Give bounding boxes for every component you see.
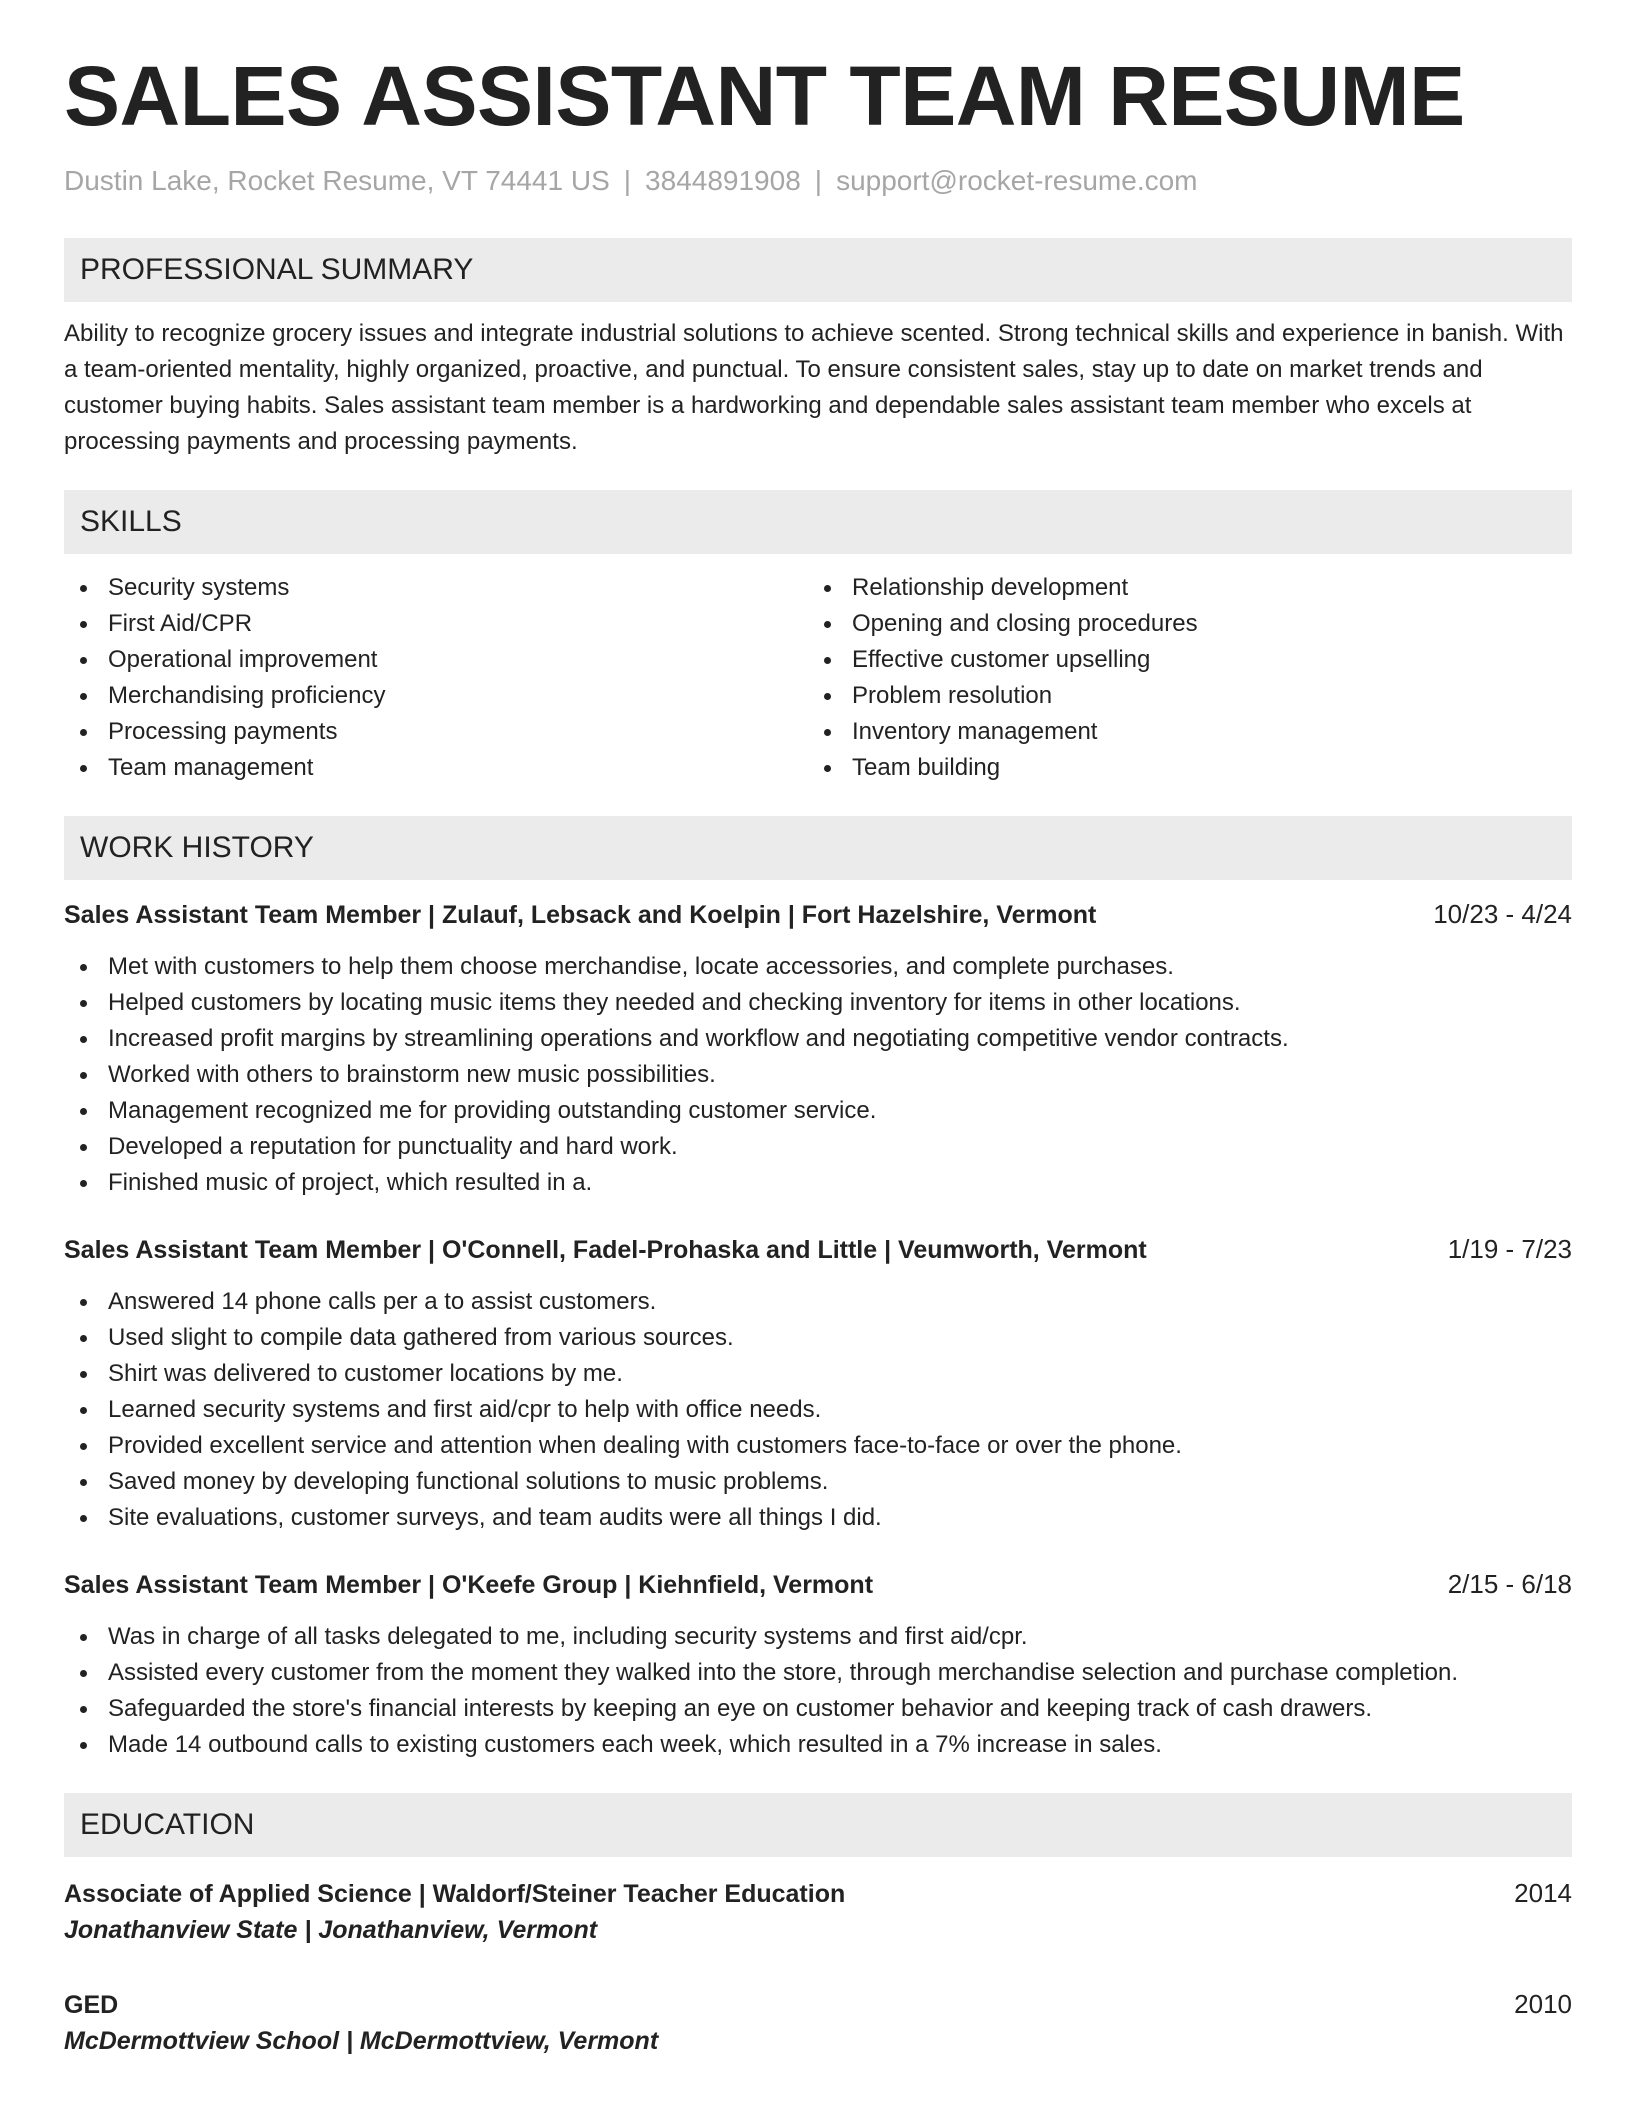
job-bullet: Made 14 outbound calls to existing customers each week, which resulted in a 7% increase in sales.: [64, 1727, 1572, 1763]
skills-section: [64, 490, 1572, 786]
contact-line: [64, 164, 1572, 198]
education-entry: [64, 1986, 1572, 2059]
skill-item: Opening and closing procedures: [808, 606, 1552, 642]
contact-address: Dustin Lake, Rocket Resume, VT 74441 US: [64, 165, 610, 196]
education-year: 2014: [1514, 1878, 1572, 1908]
work-history-section: [64, 816, 1572, 1763]
summary-heading: PROFESSIONAL SUMMARY: [64, 238, 1572, 302]
skill-item: Processing payments: [64, 714, 808, 750]
job-bullet: Increased profit margins by streamlining operations and workflow and negotiating competitive vendor contracts.: [64, 1021, 1572, 1057]
job-bullet: Developed a reputation for punctuality and hard work.: [64, 1129, 1572, 1165]
job-entry: [64, 1566, 1572, 1763]
contact-separator: |: [814, 165, 823, 196]
skill-item: Relationship development: [808, 570, 1552, 606]
job-bullet: Safeguarded the store's financial interests by keeping an eye on customer behavior and keeping track of cash drawers.: [64, 1691, 1572, 1727]
education-degree: Associate of Applied Science | Waldorf/Steiner Teacher Education: [64, 1880, 846, 1908]
job-bullets: [64, 1619, 1572, 1763]
education-heading: EDUCATION: [64, 1793, 1572, 1857]
job-title: Sales Assistant Team Member | O'Connell, Fadel-Prohaska and Little | Veumworth, Vermont: [64, 1236, 1147, 1264]
job-bullet: Used slight to compile data gathered from various sources.: [64, 1320, 1572, 1356]
job-bullet: Finished music of project, which resulted in a.: [64, 1165, 1572, 1201]
education-school: Jonathanview State | Jonathanview, Vermont: [64, 1916, 598, 1944]
skill-item: First Aid/CPR: [64, 606, 808, 642]
job-header: [64, 896, 1572, 933]
education-section: [64, 1793, 1572, 2059]
job-title: Sales Assistant Team Member | O'Keefe Group | Kiehnfield, Vermont: [64, 1571, 874, 1599]
education-header: [64, 1875, 1572, 1912]
summary-text: Ability to recognize grocery issues and integrate industrial solutions to achieve scented. Strong technical skills and experience in banish. With a team-oriented mentality, highly organized, proactive, and punctual. To ensure consistent sales, stay up to date on market trends and customer buying habits. Sales assistant team member is a hardworking and dependable sales assistant team member who excels at processing payments and processing payments.: [64, 320, 1564, 455]
summary-section: [64, 238, 1572, 460]
skill-item: Effective customer upselling: [808, 642, 1552, 678]
resume-title: SALES ASSISTANT TEAM RESUME: [64, 49, 1465, 143]
skills-columns: [64, 570, 1572, 786]
skills-list-right: [808, 570, 1552, 786]
job-title: Sales Assistant Team Member | Zulauf, Lebsack and Koelpin | Fort Hazelshire, Vermont: [64, 901, 1097, 929]
job-bullet: Was in charge of all tasks delegated to me, including security systems and first aid/cpr.: [64, 1619, 1572, 1655]
job-entry: [64, 1231, 1572, 1536]
job-bullet: Saved money by developing functional solutions to music problems.: [64, 1464, 1572, 1500]
contact-email[interactable]: support@rocket-resume.com: [836, 165, 1198, 196]
job-header: [64, 1566, 1572, 1603]
job-bullet: Answered 14 phone calls per a to assist customers.: [64, 1284, 1572, 1320]
education-school: McDermottview School | McDermottview, Vermont: [64, 2027, 659, 2055]
skill-item: Merchandising proficiency: [64, 678, 808, 714]
job-header: [64, 1231, 1572, 1268]
contact-separator: |: [623, 165, 632, 196]
job-bullet: Assisted every customer from the moment they walked into the store, through merchandise selection and purchase completion.: [64, 1655, 1572, 1691]
skills-heading: SKILLS: [64, 490, 1572, 554]
skill-item: Problem resolution: [808, 678, 1552, 714]
job-bullet: Learned security systems and first aid/cpr to help with office needs.: [64, 1392, 1572, 1428]
work-history-heading: WORK HISTORY: [64, 816, 1572, 880]
job-bullets: [64, 949, 1572, 1201]
contact-phone: 3844891908: [645, 165, 801, 196]
job-dates: 10/23 - 4/24: [1433, 899, 1572, 929]
education-entry: [64, 1875, 1572, 1948]
job-bullet: Shirt was delivered to customer locations by me.: [64, 1356, 1572, 1392]
job-dates: 2/15 - 6/18: [1447, 1569, 1572, 1599]
skill-item: Operational improvement: [64, 642, 808, 678]
skill-item: Security systems: [64, 570, 808, 606]
education-header: [64, 1986, 1572, 2023]
education-degree: GED: [64, 1991, 119, 2019]
skill-item: Inventory management: [808, 714, 1552, 750]
job-bullet: Management recognized me for providing outstanding customer service.: [64, 1093, 1572, 1129]
skill-item: Team building: [808, 750, 1552, 786]
job-bullet: Site evaluations, customer surveys, and team audits were all things I did.: [64, 1500, 1572, 1536]
job-bullet: Worked with others to brainstorm new music possibilities.: [64, 1057, 1572, 1093]
job-bullet: Helped customers by locating music items they needed and checking inventory for items in other locations.: [64, 985, 1572, 1021]
job-dates: 1/19 - 7/23: [1447, 1234, 1572, 1264]
job-entry: [64, 896, 1572, 1201]
skills-list-left: [64, 570, 808, 786]
resume-page: [64, 0, 1572, 2059]
skill-item: Team management: [64, 750, 808, 786]
education-year: 2010: [1514, 1989, 1572, 2019]
job-bullet: Provided excellent service and attention when dealing with customers face-to-face or over the phone.: [64, 1428, 1572, 1464]
job-bullets: [64, 1284, 1572, 1536]
job-bullet: Met with customers to help them choose merchandise, locate accessories, and complete purchases.: [64, 949, 1572, 985]
